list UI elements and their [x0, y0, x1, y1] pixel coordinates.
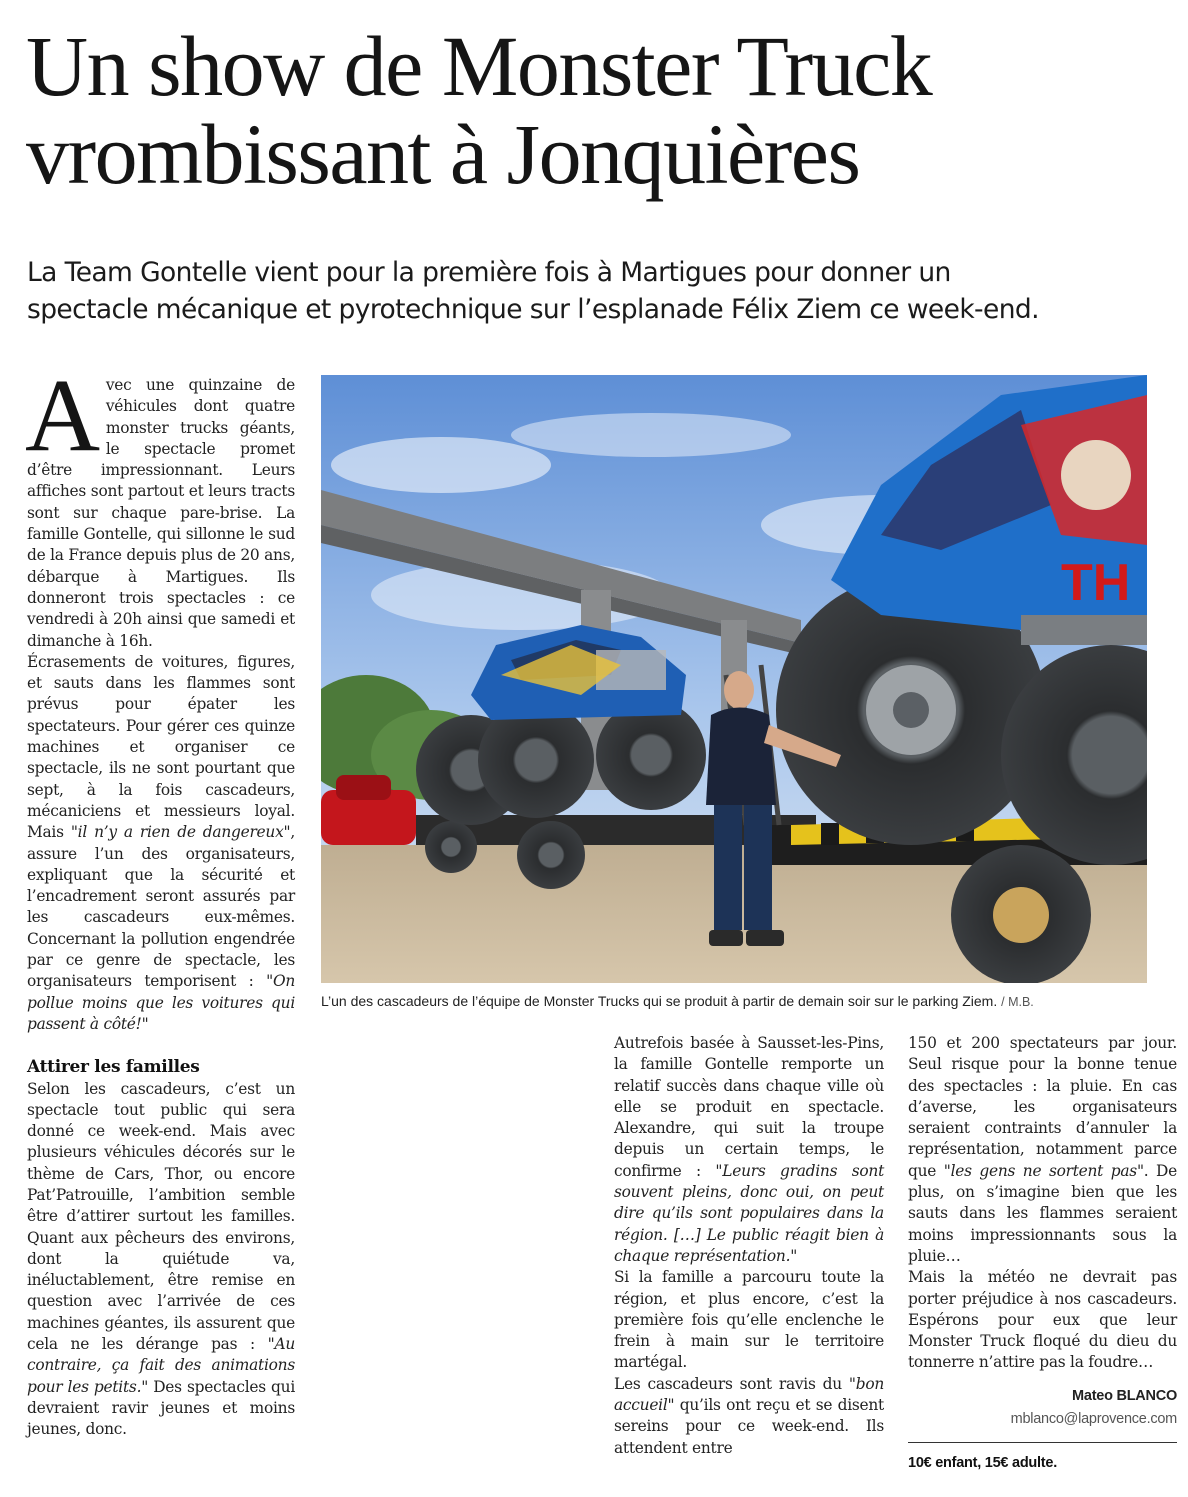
- author-email[interactable]: mblanco@laprovence.com: [1010, 1411, 1177, 1428]
- subheadline: [27, 254, 1167, 328]
- paragraph: Selon les cascadeurs, c’est un spectacle tout public qui sera donné ce week-end. Mais avec plusieurs véhicules décorés sur le thème de Cars, Thor, ou encore Pat’Patrouille, l’ambition semble être d’attirer surtout les familles. Quant aux pêcheurs des environs, dont la quiétude va, inéluctablement, être remise en question avec l’arrivée de ces machines géantes, ils assurent que cela ne les dérange pas : "Au contraire, ça fait des animations pour les petits." Des spectacles qui devraient ravir jeunes et moins jeunes, donc.: [27, 1079, 295, 1439]
- paragraph: Les cascadeurs sont ravis du "bon accueil" qu’ils ont reçu et se disent sereins pour ce week-end. Ils attendent entre: [614, 1374, 884, 1457]
- quote: Leurs gradins sont souvent pleins, donc oui, on peut dire qu’ils sont populaires dans la région. […] Le public réagit bien à chaque représentation.: [614, 1161, 885, 1265]
- paragraph: 150 et 200 spectateurs par jour. Seul risque pour la bonne tenue des spectacles : la pluie. En cas d’averse, les organisateurs seraient contraints d’annuler la représentation, notamment parce que "les gens ne sortent pas". De plus, on s’imagine bien que les sauts dans les flammes seraient moins impressionnants sous la pluie…: [908, 1034, 1177, 1265]
- truck-lettering: TH: [1061, 554, 1131, 612]
- headline: [26, 18, 1166, 202]
- quote: Au contraire, ça fait des animations pour les petits.: [27, 1335, 295, 1396]
- quote: On pollue moins que les voitures qui passent à côté!: [27, 972, 295, 1033]
- ticket-prices: 10€ enfant, 15€ adulte.: [908, 1455, 1057, 1472]
- quote: bon accueil: [614, 1374, 884, 1415]
- headline-line-2: vrombissant à Jonquières: [26, 106, 860, 202]
- author-byline: Mateo BLANCO: [1072, 1387, 1177, 1404]
- paragraph: Autrefois basée à Sausset-les-Pins, la famille Gontelle remporte un relatif succès dans chaque ville où elle se produit en spectacle. Alexandre, qui suit la troupe depuis un certain temps, le confirme : "Leurs gradins sont souvent pleins, donc oui, on peut dire qu’ils sont populaires dans la région. […] Le public réagit bien à chaque représentation.": [614, 1034, 885, 1265]
- subheadline-line-2: spectacle mécanique et pyrotechnique sur l’esplanade Félix Ziem ce week-end.: [27, 294, 1039, 325]
- article-column-1: [25, 358, 295, 1441]
- divider: [908, 1442, 1177, 1443]
- drop-cap: A: [25, 358, 100, 473]
- article-column-3: [614, 1033, 884, 1459]
- headline-line-1: Un show de Monster Truck: [26, 18, 932, 114]
- article-photo: [321, 375, 1147, 983]
- paragraph: Si la famille a parcouru toute la région, et plus encore, c’est la première fois qu’elle enclenche le frein à main sur le territoire martégal.: [614, 1268, 884, 1372]
- quote: les gens ne sortent pas: [950, 1161, 1137, 1180]
- photo-caption: [321, 993, 1161, 1009]
- lead-paragraph: Avec une quinzaine de véhicules dont quatre monster trucks géants, le spectacle promet d’être impressionnant. Leurs affiches sont partout et leurs tracts sont sur chaque pare-brise. La famille Gontelle, qui sillonne le sud de la France depuis plus de 20 ans, débarque à Martigues. Ils donneront trois spectacles : ce vendredi à 20h ainsi que samedi et dimanche à 16h.: [25, 358, 295, 650]
- monster-truck-photo-illustration: [321, 375, 1147, 983]
- photo-credit: / M.B.: [1001, 995, 1034, 1009]
- article-column-4: [908, 1033, 1177, 1475]
- subheadline-line-1: La Team Gontelle vient pour la première fois à Martigues pour donner un: [27, 257, 951, 288]
- quote: il n’y a rien de dangereux: [77, 823, 284, 842]
- paragraph: Écrasements de voitures, figures, et sauts dans les flammes sont prévus pour épater les spectateurs. Pour gérer ces quinze machines et organiser ce spectacle, ils ne sont pourtant que sept, à la fois cascadeurs, mécaniciens et messieurs loyal. Mais "il n’y a rien de dangereux", assure l’un des organisateurs, expliquant que la sécurité et l’encadrement seront assurés par les cascadeurs eux-mêmes. Concernant la pollution engendrée par ce genre de spectacle, les organisateurs temporisent : "On pollue moins que les voitures qui passent à côté!": [27, 652, 295, 1033]
- section-subheading: Attirer les familles: [27, 1057, 200, 1078]
- paragraph: Mais la météo ne devrait pas porter préjudice à nos cascadeurs. Espérons pour eux que leur Monster Truck floqué du dieu du tonnerre n’attire pas la foudre…: [908, 1268, 1177, 1372]
- caption-text: L’un des cascadeurs de l’équipe de Monster Trucks qui se produit à partir de demain soir sur le parking Ziem.: [321, 993, 998, 1009]
